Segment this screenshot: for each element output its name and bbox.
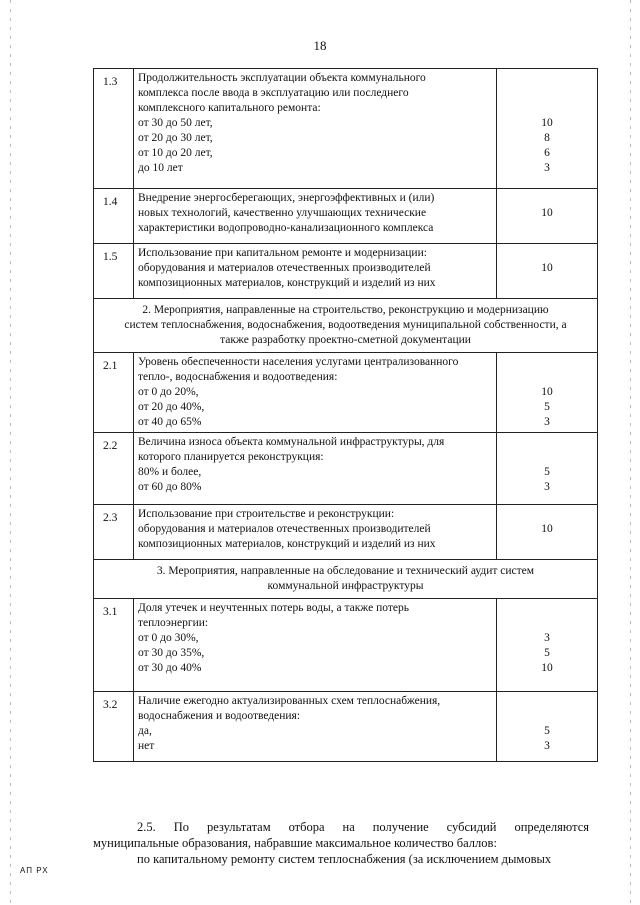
criteria-text-line: от 30 до 50 лет, bbox=[138, 117, 213, 129]
section-title bbox=[94, 560, 598, 599]
points-value bbox=[501, 221, 593, 236]
section-title bbox=[94, 299, 598, 353]
criteria-text-line: Использование при строительстве и реконструкции: bbox=[138, 508, 395, 520]
criteria-row bbox=[94, 599, 598, 692]
criteria-text-line: да, bbox=[138, 725, 152, 737]
criteria-text-line: Наличие ежегодно актуализированных схем теплоснабжения, bbox=[138, 695, 441, 707]
points-value: 10 bbox=[541, 523, 553, 535]
criteria-text-line: Использование при капитальном ремонте и модернизации: bbox=[138, 247, 427, 259]
points-value bbox=[501, 86, 593, 101]
criteria-text-line: от 30 до 40% bbox=[138, 662, 202, 674]
criteria-text-line: тепло-, водоснабжения и водоотведения: bbox=[138, 371, 338, 383]
criteria-description bbox=[134, 189, 497, 244]
points-value: 3 bbox=[544, 481, 550, 493]
criteria-text-line: комплекса после ввода в эксплуатацию или последнего bbox=[138, 87, 409, 99]
page-number: 18 bbox=[313, 38, 327, 53]
criteria-row bbox=[94, 433, 598, 505]
criteria-description bbox=[134, 353, 497, 433]
criteria-text-line: оборудования и материалов отечественных производителей bbox=[138, 523, 431, 535]
criteria-points bbox=[497, 505, 598, 560]
scan-edge-right bbox=[630, 0, 631, 905]
criteria-text-line: композиционных материалов, конструкций и изделий из них bbox=[138, 277, 436, 289]
points-value bbox=[501, 694, 593, 709]
criteria-text-line: Продолжительность эксплуатации объекта коммунального bbox=[138, 72, 426, 84]
points-value: 3 bbox=[544, 632, 550, 644]
criteria-number: 2.1 bbox=[94, 353, 134, 433]
criteria-number: 2.2 bbox=[94, 433, 134, 505]
criteria-row bbox=[94, 692, 598, 762]
points-value: 3 bbox=[544, 740, 550, 752]
points-value bbox=[501, 435, 593, 450]
criteria-points bbox=[497, 353, 598, 433]
points-value bbox=[501, 355, 593, 370]
points-value: 5 bbox=[544, 466, 550, 478]
criteria-text-line: Величина износа объекта коммунальной инфраструктуры, для bbox=[138, 436, 445, 448]
criteria-text-line: 80% и более, bbox=[138, 466, 202, 478]
criteria-text-line: теплоэнергии: bbox=[138, 617, 209, 629]
points-value bbox=[501, 101, 593, 116]
criteria-number: 3.1 bbox=[94, 599, 134, 692]
criteria-text-line: до 10 лет bbox=[138, 162, 183, 174]
points-value: 5 bbox=[544, 401, 550, 413]
criteria-text-line: от 0 до 30%, bbox=[138, 632, 199, 644]
footer-paragraph-heat-supply: по капитальному ремонту систем теплоснабжения (за исключением дымовых bbox=[137, 852, 552, 866]
criteria-description bbox=[134, 433, 497, 505]
criteria-number: 2.3 bbox=[94, 505, 134, 560]
points-value: 10 bbox=[541, 117, 553, 129]
criteria-table-body bbox=[94, 69, 598, 762]
criteria-points bbox=[497, 189, 598, 244]
points-value bbox=[501, 370, 593, 385]
section-title-line: коммунальной инфраструктуры bbox=[267, 580, 424, 592]
footer-text bbox=[93, 819, 589, 867]
criteria-points bbox=[497, 433, 598, 505]
criteria-row bbox=[94, 69, 598, 189]
criteria-text-line: комплексного капитального ремонта: bbox=[138, 102, 321, 114]
criteria-number: 1.3 bbox=[94, 69, 134, 189]
criteria-row bbox=[94, 189, 598, 244]
criteria-text-line: Внедрение энергосберегающих, энергоэффективных и (или) bbox=[138, 192, 435, 204]
points-value bbox=[501, 450, 593, 465]
points-value: 10 bbox=[541, 262, 553, 274]
points-value: 3 bbox=[544, 416, 550, 428]
points-value bbox=[501, 616, 593, 631]
criteria-text-line: композиционных материалов, конструкций и изделий из них bbox=[138, 538, 436, 550]
points-value bbox=[501, 246, 593, 261]
criteria-text-line: новых технологий, качественно улучшающих технические bbox=[138, 207, 427, 219]
criteria-number: 1.4 bbox=[94, 189, 134, 244]
criteria-text-line: которого планируется реконструкция: bbox=[138, 451, 324, 463]
footer-paragraph-2-5-line2: муниципальные образования, набравшие максимальное количество баллов: bbox=[93, 836, 497, 850]
section-title-line: также разработку проектно-сметной документации bbox=[220, 334, 471, 346]
points-value: 5 bbox=[544, 647, 550, 659]
criteria-description bbox=[134, 505, 497, 560]
points-value bbox=[501, 191, 593, 206]
points-value: 10 bbox=[541, 662, 553, 674]
criteria-text-line: водоснабжения и водоотведения: bbox=[138, 710, 301, 722]
points-value: 6 bbox=[544, 147, 550, 159]
criteria-points bbox=[497, 692, 598, 762]
criteria-text-line: от 0 до 20%, bbox=[138, 386, 199, 398]
criteria-points bbox=[497, 69, 598, 189]
points-value: 5 bbox=[544, 725, 550, 737]
section-title-line: 2. Мероприятия, направленные на строительство, реконструкцию и модернизацию bbox=[142, 304, 549, 316]
points-value bbox=[501, 709, 593, 724]
criteria-row bbox=[94, 505, 598, 560]
points-value bbox=[501, 507, 593, 522]
criteria-description bbox=[134, 692, 497, 762]
criteria-points bbox=[497, 244, 598, 299]
criteria-description bbox=[134, 244, 497, 299]
section-header-row bbox=[94, 560, 598, 599]
criteria-text-line: нет bbox=[138, 740, 155, 752]
section-title-line: систем теплоснабжения, водоснабжения, водоотведения муниципальной собственности, а bbox=[124, 319, 567, 331]
section-header-row bbox=[94, 299, 598, 353]
points-value bbox=[501, 601, 593, 616]
criteria-number: 1.5 bbox=[94, 244, 134, 299]
scan-edge-left bbox=[10, 0, 11, 905]
criteria-text-line: Доля утечек и неучтенных потерь воды, а также потерь bbox=[138, 602, 409, 614]
section-title-line: 3. Мероприятия, направленные на обследование и технический аудит систем bbox=[156, 565, 535, 577]
criteria-text-line: от 10 до 20 лет, bbox=[138, 147, 213, 159]
points-value bbox=[501, 276, 593, 291]
archive-stamp: АП РХ bbox=[20, 866, 49, 875]
criteria-text-line: от 20 до 40%, bbox=[138, 401, 205, 413]
criteria-description bbox=[134, 599, 497, 692]
criteria-text-line: характеристики водопроводно-канализационного комплекса bbox=[138, 222, 434, 234]
points-value: 10 bbox=[541, 207, 553, 219]
criteria-row bbox=[94, 244, 598, 299]
criteria-text-line: от 40 до 65% bbox=[138, 416, 202, 428]
criteria-text-line: от 30 до 35%, bbox=[138, 647, 205, 659]
points-value bbox=[501, 71, 593, 86]
footer-paragraph-2-5-line1: 2.5. По результатам отбора на получение субсидий определяются bbox=[137, 820, 589, 834]
points-value: 3 bbox=[544, 162, 550, 174]
criteria-points bbox=[497, 599, 598, 692]
criteria-text-line: Уровень обеспеченности населения услугами централизованного bbox=[138, 356, 459, 368]
points-value: 8 bbox=[544, 132, 550, 144]
criteria-number: 3.2 bbox=[94, 692, 134, 762]
points-value: 10 bbox=[541, 386, 553, 398]
criteria-text-line: оборудования и материалов отечественных производителей bbox=[138, 262, 431, 274]
points-value bbox=[501, 537, 593, 552]
criteria-text-line: от 20 до 30 лет, bbox=[138, 132, 213, 144]
criteria-row bbox=[94, 353, 598, 433]
criteria-text-line: от 60 до 80% bbox=[138, 481, 202, 493]
criteria-description bbox=[134, 69, 497, 189]
criteria-table bbox=[93, 68, 598, 762]
